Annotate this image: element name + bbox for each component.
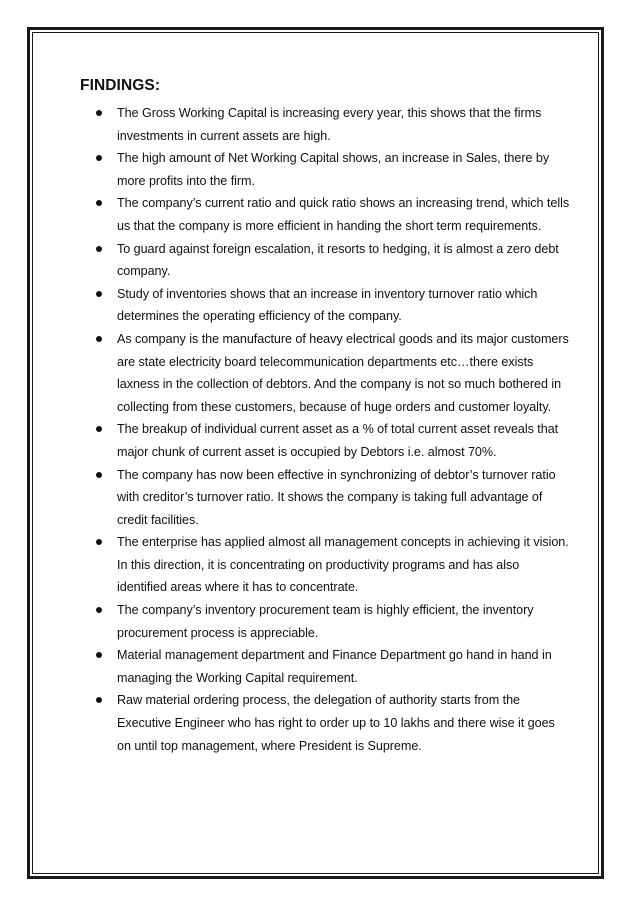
finding-text: Study of inventories shows that an increase in inventory turnover ratio which determines the operating efficiency of the company.	[117, 286, 538, 324]
finding-text: The company has now been effective in synchronizing of debtor’s turnover ratio with creditor’s turnover ratio. It shows the company is taking full advantage of credit facilities.	[117, 467, 556, 527]
document-content	[80, 76, 570, 757]
finding-text: Material management department and Finance Department go hand in hand in managing the Working Capital requirement.	[117, 648, 552, 685]
bullet-icon	[96, 697, 102, 703]
finding-text: The company’s current ratio and quick ratio shows an increasing trend, which tells us that the company is more efficient in handing the short term requirements.	[117, 196, 570, 233]
finding-text: The Gross Working Capital is increasing every year, this shows that the firms investments in current assets are high.	[117, 106, 542, 143]
list-item	[80, 531, 570, 599]
list-item	[80, 147, 570, 192]
bullet-icon	[96, 291, 102, 297]
finding-text: Raw material ordering process, the delegation of authority starts from the Executive Engineer who has right to order up to 10 lakhs and there wise it goes on until top management, where President is Supreme.	[117, 693, 555, 753]
bullet-icon	[96, 652, 102, 658]
list-item	[80, 283, 570, 328]
bullet-icon	[96, 110, 102, 116]
bullet-icon	[96, 539, 102, 545]
list-item	[80, 192, 570, 237]
bullet-icon	[96, 426, 102, 432]
list-item	[80, 238, 570, 283]
bullet-icon	[96, 472, 102, 478]
finding-text: As company is the manufacture of heavy electrical goods and its major customers are state electricity board telecommunication departments etc…there exists laxness in the collection of debtors. And the company is not so much bothered in collecting from these customers, because of huge orders and customer loyalty.	[117, 331, 569, 414]
list-item	[80, 418, 570, 463]
list-item	[80, 599, 570, 644]
finding-text: To guard against foreign escalation, it resorts to hedging, it is almost a zero debt company.	[117, 241, 559, 279]
list-item	[80, 102, 570, 147]
finding-text: The breakup of individual current asset as a % of total current asset reveals that major chunk of current asset is occupied by Debtors i.e. almost 70%.	[117, 422, 559, 459]
finding-text: The high amount of Net Working Capital shows, an increase in Sales, there by more profits into the firm.	[117, 151, 550, 188]
findings-list	[80, 102, 570, 757]
bullet-icon	[96, 200, 102, 206]
list-item	[80, 644, 570, 689]
bullet-icon	[96, 155, 102, 161]
list-item	[80, 328, 570, 418]
bullet-icon	[96, 607, 102, 613]
list-item	[80, 689, 570, 757]
finding-text: The company’s inventory procurement team is highly efficient, the inventory procurement process is appreciable.	[117, 603, 534, 640]
list-item	[80, 464, 570, 532]
bullet-icon	[96, 336, 102, 342]
bullet-icon	[96, 246, 102, 252]
finding-text: The enterprise has applied almost all management concepts in achieving it vision. In this direction, it is concentrating on productivity programs and has also identified areas where it has to concentrate.	[117, 535, 569, 595]
findings-heading: FINDINGS:	[80, 77, 161, 94]
